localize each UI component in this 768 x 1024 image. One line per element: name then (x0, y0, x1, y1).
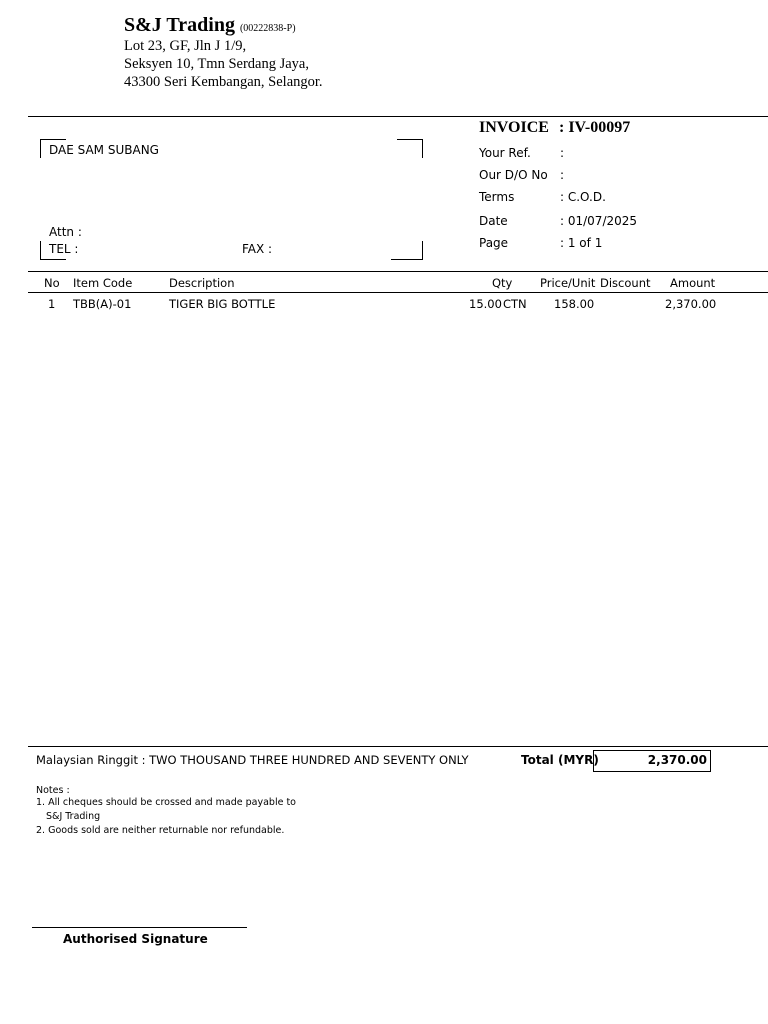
page-label: Page (479, 236, 509, 250)
totals-divider (28, 746, 768, 747)
customer-attn: Attn : (49, 225, 82, 239)
row-qty: 15.00 (469, 297, 502, 311)
customer-tel: TEL : (49, 242, 79, 256)
col-header-qty: Qty (492, 276, 513, 290)
invoice-title: INVOICE (479, 119, 549, 136)
col-header-amount: Amount (670, 276, 716, 290)
notes-line1: 1. All cheques should be crossed and made payable to (36, 797, 296, 808)
do-number-label: Our D/O No (479, 168, 548, 182)
date-value: : 01/07/2025 (560, 214, 638, 228)
customer-box-corner-top-right (397, 139, 423, 158)
your-ref-value: : (560, 146, 565, 160)
total-box (593, 750, 711, 772)
company-name (124, 14, 296, 37)
date-label: Date (479, 214, 508, 228)
row-description: TIGER BIG BOTTLE (169, 297, 276, 311)
customer-box-corner-bottom-right (391, 241, 423, 260)
col-header-description: Description (169, 276, 235, 290)
col-header-price: Price/Unit (540, 276, 596, 290)
company-address-line1: Lot 23, GF, Jln J 1/9, (124, 38, 247, 54)
terms-label: Terms (479, 190, 515, 204)
company-address-line3: 43300 Seri Kembangan, Selangor. (124, 74, 323, 90)
total-label: Total (MYR) (521, 753, 599, 767)
customer-fax: FAX : (242, 242, 273, 256)
terms-value: : C.O.D. (560, 190, 606, 204)
header-divider (28, 116, 768, 117)
notes-line3: 2. Goods sold are neither returnable nor refundable. (36, 825, 285, 836)
row-uom: CTN (503, 297, 527, 311)
invoice-number: : IV-00097 (559, 119, 631, 136)
table-header-bottom-border (28, 292, 768, 293)
col-header-item-code: Item Code (73, 276, 133, 290)
total-value: 2,370.00 (647, 753, 707, 767)
row-price: 158.00 (554, 297, 595, 311)
table-header-top-border (28, 271, 768, 272)
row-no: 1 (48, 297, 56, 311)
notes-heading: Notes : (36, 785, 70, 796)
company-name-text: S&J Trading (124, 14, 235, 36)
col-header-discount: Discount (600, 276, 651, 290)
company-address-line2: Seksyen 10, Tmn Serdang Jaya, (124, 56, 309, 72)
row-amount: 2,370.00 (665, 297, 717, 311)
customer-name: DAE SAM SUBANG (49, 143, 159, 157)
company-registration: (00222838-P) (239, 23, 296, 34)
notes-line2: S&J Trading (46, 811, 101, 822)
amount-in-words: Malaysian Ringgit : TWO THOUSAND THREE HUNDRED AND SEVENTY ONLY (36, 753, 469, 767)
signature-label: Authorised Signature (63, 932, 208, 946)
your-ref-label: Your Ref. (479, 146, 531, 160)
col-header-no: No (44, 276, 60, 290)
signature-line (32, 927, 247, 928)
row-item-code: TBB(A)-01 (73, 297, 132, 311)
page-value: : 1 of 1 (560, 236, 603, 250)
do-number-value: : (560, 168, 565, 182)
